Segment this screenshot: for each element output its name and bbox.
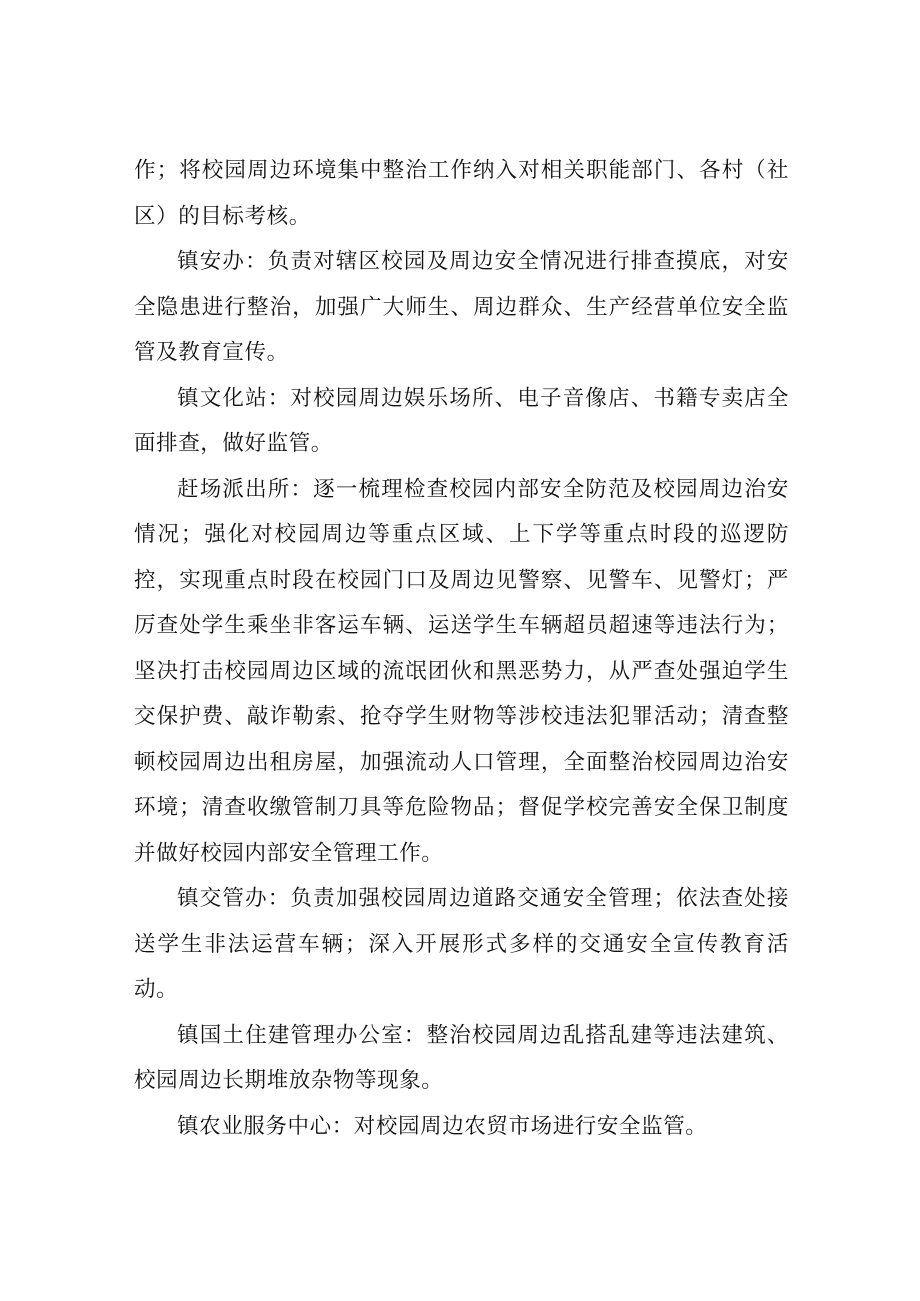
- paragraph-traffic-office: 镇交管办：负责加强校园周边道路交通安全管理；依法查处接送学生非法运营车辆；深入开展形式多样的交通安全宣传教育活动。: [134, 886, 789, 1002]
- paragraph-continuation: 作；将校园周边环境集中整治工作纳入对相关职能部门、各村（社区）的目标考核。: [134, 158, 789, 229]
- paragraph-town-safety-office: 镇安办：负责对辖区校园及周边安全情况进行排查摸底，对安全隐患进行整治，加强广大师生、周边群众、生产经营单位安全监管及教育宣传。: [134, 249, 789, 365]
- document-body: [134, 148, 789, 1149]
- paragraph-town-culture-station: 镇文化站：对校园周边娱乐场所、电子音像店、书籍专卖店全面排查，做好监管。: [134, 385, 789, 456]
- paragraph-police-station: 赶场派出所：逐一梳理检查校园内部安全防范及校园周边治安情况；强化对校园周边等重点区域、上下学等重点时段的巡逻防控，实现重点时段在校园门口及周边见警察、见警车、见警灯；严厉查处学生乘坐非客运车辆、运送学生车辆超员超速等违法行为；坚决打击校园周边区域的流氓团伙和黑恶势力，从严查处强迫学生交保护费、敲诈勒索、抢夺学生财物等涉校违法犯罪活动；清查整顿校园周边出租房屋，加强流动人口管理，全面整治校园周边治安环境；清查收缴管制刀具等危险物品；督促学校完善安全保卫制度并做好校园内部安全管理工作。: [134, 476, 789, 866]
- paragraph-land-construction-office: 镇国土住建管理办公室：整治校园周边乱搭乱建等违法建筑、校园周边长期堆放杂物等现象。: [134, 1022, 789, 1093]
- paragraph-agriculture-center: 镇农业服务中心：对校园周边农贸市场进行安全监管。: [177, 1113, 708, 1139]
